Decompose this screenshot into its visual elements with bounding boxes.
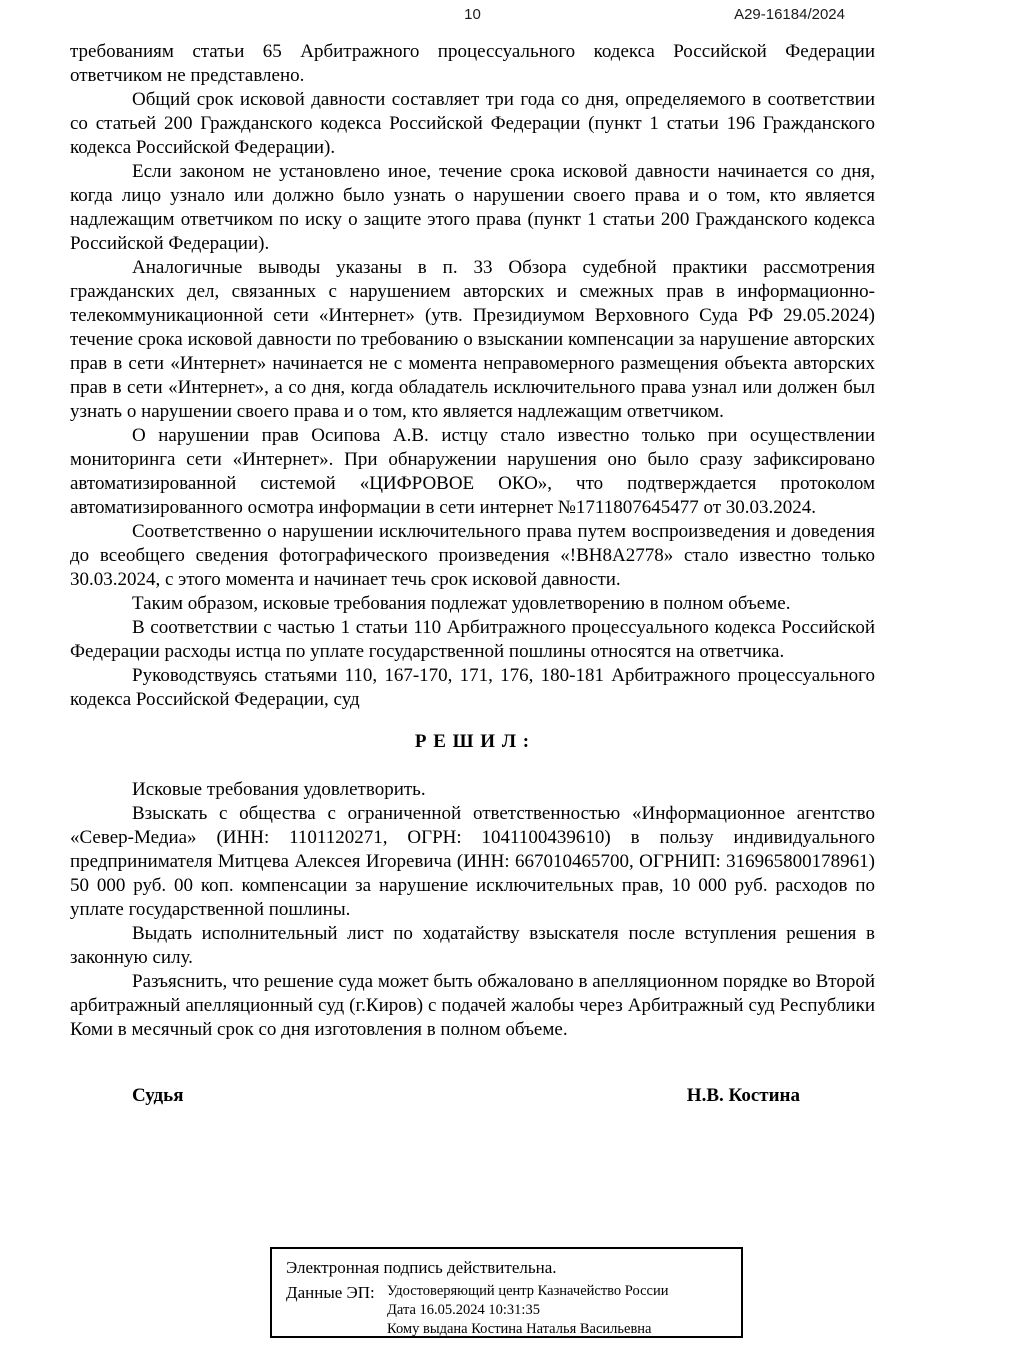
paragraph: Исковые требования удовлетворить. xyxy=(132,779,426,800)
case-number: А29-16184/2024 xyxy=(734,6,845,23)
paragraph: Если законом не установлено иное, течение срока исковой давности начинается со дня, когда лицо узнало или должно было узнать о нарушении своего права и о том, кто является надлежащим ответчиком по иску о защите этого права (пункт 1 статьи 200 Гражданского кодекса Российской Федерации). xyxy=(70,161,875,254)
judge-name: Н.В. Костина xyxy=(686,1085,800,1106)
stamp-details xyxy=(286,1282,735,1339)
judge-label: Судья xyxy=(132,1085,184,1106)
electronic-signature-stamp xyxy=(270,1247,743,1338)
stamp-issued-to: Кому выдана Костина Наталья Васильевна xyxy=(387,1321,652,1337)
stamp-data-lines xyxy=(387,1282,669,1339)
stamp-data-label: Данные ЭП: xyxy=(286,1283,375,1302)
document-body xyxy=(70,40,875,1108)
paragraph: О нарушении прав Осипова А.В. истцу стало известно только при осуществлении мониторинга сети «Интернет». При обнаружении нарушения оно было сразу зафиксировано автоматизированной системой «ЦИФРОВОЕ ОКО», что подтверждается протоколом автоматизированного осмотра информации в сети интернет №1711807645477 от 30.03.2024. xyxy=(70,425,875,518)
paragraph: Руководствуясь статьями 110, 167-170, 171, 176, 180-181 Арбитражного процессуального кодекса Российской Федерации, суд xyxy=(70,665,875,710)
paragraph: Выдать исполнительный лист по ходатайству взыскателя после вступления решения в законную силу. xyxy=(70,923,875,968)
stamp-validity-text: Электронная подпись действительна. xyxy=(286,1258,557,1277)
paragraph: Аналогичные выводы указаны в п. 33 Обзора судебной практики рассмотрения гражданских дел, связанных с нарушением авторских и смежных прав в информационно-телекоммуникационной сети «Интернет» (утв. Президиумом Верховного Суда РФ 29.05.2024) течение срока исковой давности по требованию о взыскании компенсации за нарушение авторских прав в сети «Интернет» начинается не с момента неправомерного размещения объекта авторских прав в сети «Интернет», а со дня, когда обладатель исключительного права узнал или должен был узнать о нарушении своего права и о том, кто является надлежащим ответчиком. xyxy=(70,257,875,422)
paragraph: В соответствии с частью 1 статьи 110 Арбитражного процессуального кодекса Российской Федерации расходы истца по уплате государственной пошлины относятся на ответчика. xyxy=(70,617,875,662)
stamp-authority: Удостоверяющий центр Казначейство России xyxy=(387,1283,669,1299)
stamp-date: Дата 16.05.2024 10:31:35 xyxy=(387,1302,540,1318)
paragraph: Разъяснить, что решение суда может быть обжаловано в апелляционном порядке во Второй арбитражный апелляционный суд (г.Киров) с подачей жалобы через Арбитражный суд Республики Коми в месячный срок со дня изготовления в полном объеме. xyxy=(70,971,875,1040)
paragraph: Общий срок исковой давности составляет три года со дня, определяемого в соответствии со статьей 200 Гражданского кодекса Российской Федерации (пункт 1 статьи 196 Гражданского кодекса Российской Федерации). xyxy=(70,89,875,158)
paragraph: Соответственно о нарушении исключительного права путем воспроизведения и доведения до всеобщего сведения фотографического произведения «!ВН8А2778» стало известно только 30.03.2024, с этого момента и начинает течь срок исковой давности. xyxy=(70,521,875,590)
paragraph: Таким образом, исковые требования подлежат удовлетворению в полном объеме. xyxy=(132,593,791,614)
signature-row xyxy=(70,1084,875,1108)
resolution-heading: Р Е Ш И Л : xyxy=(414,731,531,752)
paragraph: требованиям статьи 65 Арбитражного процессуального кодекса Российской Федерации ответчиком не представлено. xyxy=(70,41,875,86)
page-header xyxy=(70,6,875,28)
paragraph: Взыскать с общества с ограниченной ответственностью «Информационное агентство «Север-Медиа» (ИНН: 1101120271, ОГРН: 1041100439610) в пользу индивидуального предпринимателя Митцева Алексея Игоревича (ИНН: 667010465700, ОГРНИП: 316965800178961) 50 000 руб. 00 коп. компенсации за нарушение исключительных прав, 10 000 руб. расходов по уплате государственной пошлины. xyxy=(70,803,875,920)
page-number: 10 xyxy=(464,6,481,23)
